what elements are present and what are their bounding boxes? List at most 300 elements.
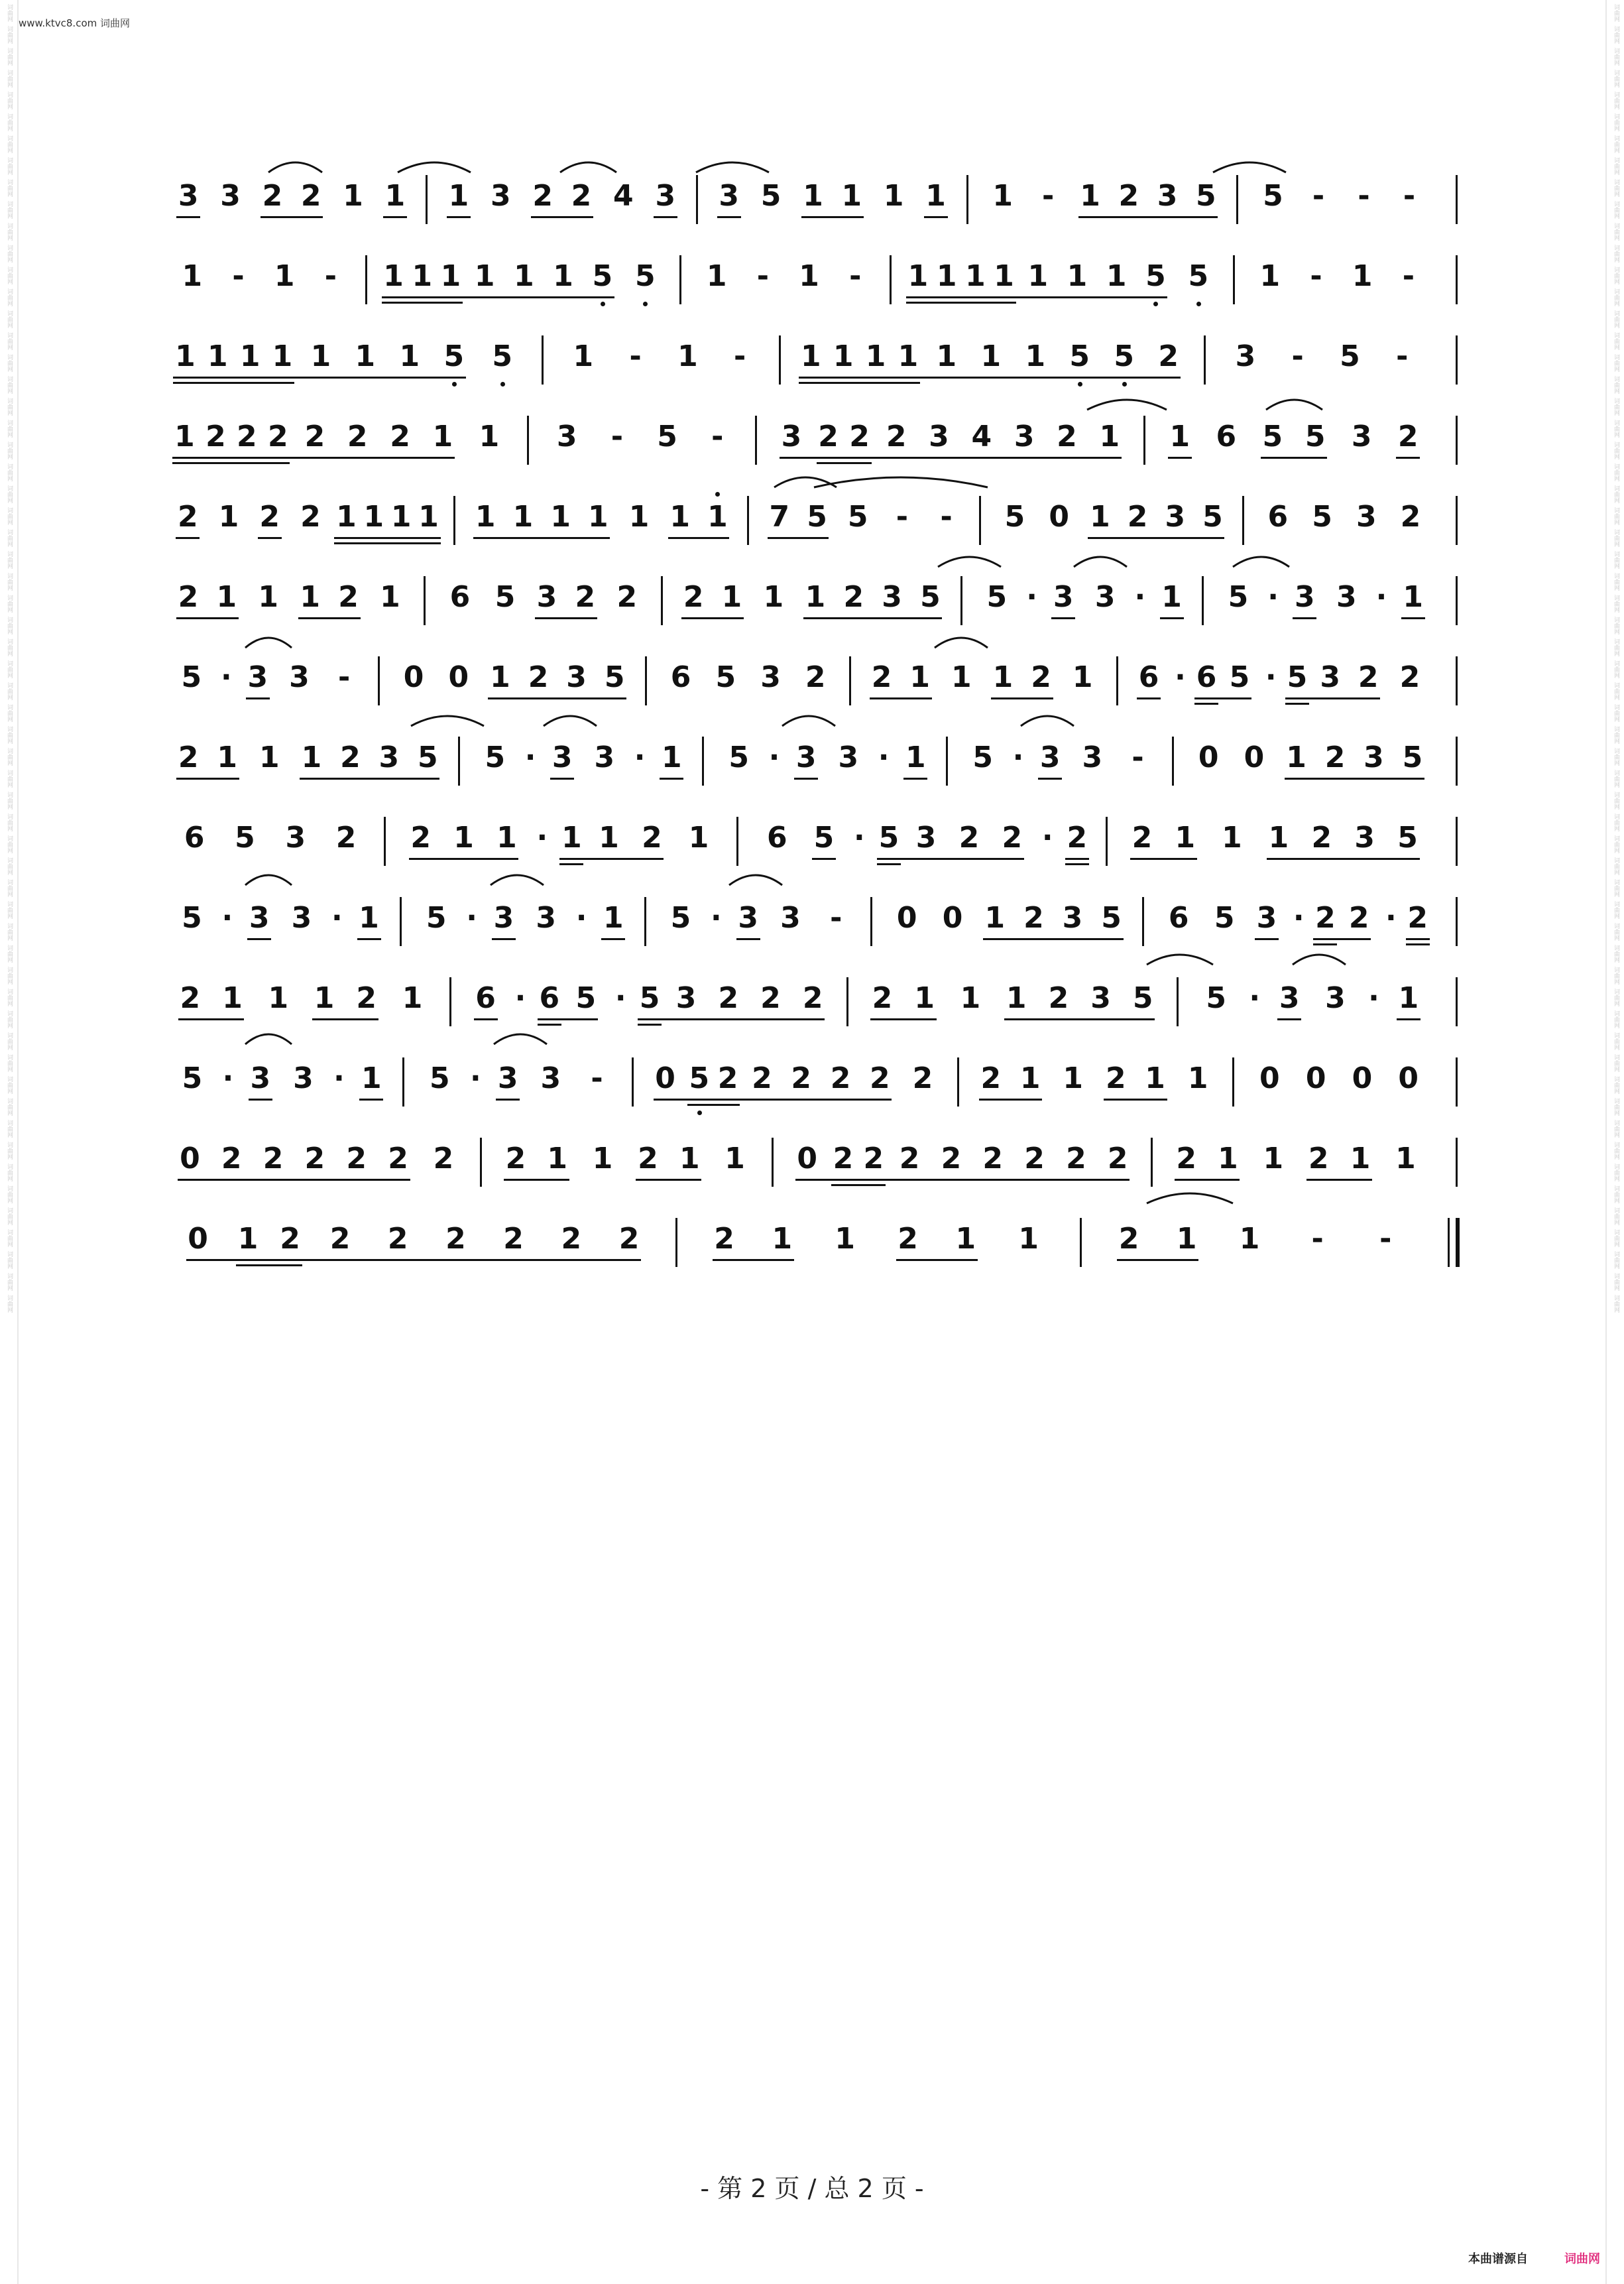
note-1: 1 bbox=[661, 741, 682, 774]
eighth-underline bbox=[1277, 1018, 1301, 1020]
barline bbox=[527, 416, 529, 465]
note-1: 1 bbox=[1019, 1061, 1041, 1095]
eighth-underline bbox=[903, 778, 927, 780]
edge-watermark-text: 词曲网 bbox=[6, 420, 13, 438]
eighth-underline bbox=[1401, 617, 1425, 619]
augmentation-dot: · bbox=[1249, 981, 1261, 1015]
augmentation-dot: · bbox=[222, 1061, 234, 1095]
barline bbox=[632, 1057, 634, 1107]
eighth-underline bbox=[768, 537, 829, 539]
eighth-underline bbox=[1168, 457, 1192, 459]
note-2: 2 bbox=[1131, 821, 1153, 855]
edge-watermark-text: 词曲网 bbox=[6, 201, 13, 219]
note-2: 2 bbox=[340, 741, 361, 774]
note-2: 2 bbox=[280, 1222, 300, 1256]
note-5: 5 bbox=[760, 179, 782, 213]
barline bbox=[453, 496, 455, 545]
edge-watermark-text: 词曲网 bbox=[1613, 1120, 1619, 1138]
note-1: 1 bbox=[706, 500, 728, 534]
barline bbox=[424, 576, 426, 625]
note-5: 5 bbox=[920, 580, 941, 614]
note-2: 2 bbox=[1105, 1061, 1126, 1095]
tie-arc bbox=[1233, 557, 1289, 567]
edge-watermark-text: 词曲网 bbox=[6, 1120, 13, 1138]
note-2: 2 bbox=[802, 981, 823, 1015]
note-2: 2 bbox=[1066, 1142, 1086, 1175]
note-0: 0 bbox=[1305, 1061, 1326, 1095]
eighth-underline bbox=[1004, 1018, 1155, 1020]
note-7: 7 bbox=[769, 500, 790, 534]
note-2: 2 bbox=[616, 580, 638, 614]
eighth-underline bbox=[638, 1018, 825, 1020]
edge-watermark-text: 词曲网 bbox=[1613, 682, 1619, 700]
note-2: 2 bbox=[221, 1142, 242, 1175]
dash-extension: - bbox=[1042, 179, 1055, 213]
eighth-underline bbox=[1261, 457, 1327, 459]
barline bbox=[1236, 175, 1238, 224]
augmentation-dot: · bbox=[536, 821, 548, 855]
note-1: 1 bbox=[1218, 1142, 1238, 1175]
note-3: 3 bbox=[1294, 580, 1315, 614]
edge-watermark-text: 词曲网 bbox=[1613, 857, 1619, 875]
note-1: 1 bbox=[1169, 420, 1190, 453]
note-3: 3 bbox=[655, 179, 676, 213]
edge-watermark-text: 词曲网 bbox=[1613, 835, 1619, 853]
note-1: 1 bbox=[182, 259, 203, 293]
barline bbox=[400, 897, 402, 946]
note-1: 1 bbox=[412, 259, 433, 293]
note-3: 3 bbox=[838, 741, 859, 774]
note-3: 3 bbox=[536, 901, 556, 935]
note-1: 1 bbox=[677, 339, 698, 373]
note-2: 2 bbox=[870, 1061, 890, 1095]
note-2: 2 bbox=[1400, 500, 1421, 534]
barline bbox=[458, 737, 460, 786]
eighth-underline bbox=[717, 216, 741, 218]
note-1: 1 bbox=[1063, 1061, 1084, 1095]
note-5: 5 bbox=[972, 741, 993, 774]
note-2: 2 bbox=[752, 1061, 772, 1095]
sixteenth-underline bbox=[1285, 703, 1309, 705]
note-3: 3 bbox=[795, 741, 817, 774]
edge-watermark-text: 词曲网 bbox=[6, 70, 13, 88]
note-1: 1 bbox=[314, 981, 335, 1015]
edge-watermark-text: 词曲网 bbox=[6, 310, 13, 328]
note-2: 2 bbox=[898, 1222, 918, 1256]
edge-watermark-text: 词曲网 bbox=[6, 1251, 13, 1269]
dash-extension: - bbox=[1291, 339, 1304, 373]
augmentation-dot: · bbox=[1134, 580, 1146, 614]
barline bbox=[1143, 416, 1145, 465]
dash-extension: - bbox=[756, 259, 770, 293]
edge-watermark-text: 词曲网 bbox=[6, 813, 13, 831]
barline bbox=[1172, 737, 1174, 786]
tie-arc bbox=[1293, 955, 1346, 965]
note-3: 3 bbox=[1165, 500, 1186, 534]
note-1: 1 bbox=[1222, 821, 1242, 855]
note-3: 3 bbox=[1363, 741, 1384, 774]
edge-watermark-text: 词曲网 bbox=[6, 332, 13, 350]
note-1: 1 bbox=[1027, 259, 1049, 293]
edge-watermark-text: 词曲网 bbox=[1613, 332, 1619, 350]
edge-watermark-text: 词曲网 bbox=[6, 682, 13, 700]
note-1: 1 bbox=[994, 259, 1014, 293]
note-5: 5 bbox=[485, 741, 506, 774]
note-2: 2 bbox=[1324, 741, 1346, 774]
note-3: 3 bbox=[719, 179, 740, 213]
note-5: 5 bbox=[182, 1061, 203, 1095]
high-octave-dot bbox=[715, 492, 720, 497]
note-3: 3 bbox=[536, 580, 557, 614]
note-1: 1 bbox=[772, 1222, 793, 1256]
note-2: 2 bbox=[618, 1222, 640, 1256]
edge-watermark-text: 词曲网 bbox=[1613, 4, 1619, 22]
note-2: 2 bbox=[205, 420, 226, 453]
edge-watermark-text: 词曲网 bbox=[6, 835, 13, 853]
eighth-underline bbox=[249, 1099, 272, 1101]
augmentation-dot: · bbox=[331, 901, 343, 935]
note-5: 5 bbox=[494, 580, 516, 614]
augmentation-dot: · bbox=[1375, 580, 1387, 614]
note-1: 1 bbox=[440, 259, 461, 293]
edge-watermark-text: 词曲网 bbox=[1613, 485, 1619, 503]
note-3: 3 bbox=[1356, 500, 1377, 534]
note-1: 1 bbox=[801, 339, 821, 373]
eighth-underline bbox=[359, 1099, 383, 1101]
note-3: 3 bbox=[1062, 901, 1083, 935]
eighth-underline bbox=[1130, 858, 1197, 860]
note-3: 3 bbox=[738, 901, 758, 935]
note-1: 1 bbox=[1350, 1142, 1371, 1175]
eighth-underline bbox=[1078, 216, 1218, 218]
edge-watermark-text: 词曲网 bbox=[1613, 704, 1619, 722]
note-5: 5 bbox=[1402, 741, 1423, 774]
edge-watermark-text: 词曲网 bbox=[1613, 1295, 1619, 1313]
barline bbox=[365, 255, 367, 304]
note-2: 2 bbox=[886, 420, 907, 453]
note-3: 3 bbox=[1090, 981, 1111, 1015]
note-2: 2 bbox=[304, 1142, 325, 1175]
note-1: 1 bbox=[980, 339, 1002, 373]
note-2: 2 bbox=[445, 1222, 466, 1256]
note-3: 3 bbox=[247, 660, 268, 694]
note-1: 1 bbox=[725, 1142, 745, 1175]
barline bbox=[1177, 977, 1179, 1026]
edge-watermark-text: 词曲网 bbox=[6, 989, 13, 1006]
augmentation-dot: · bbox=[614, 981, 626, 1015]
dash-extension: - bbox=[1396, 339, 1409, 373]
tie-arc bbox=[1087, 400, 1167, 410]
eighth-underline bbox=[1406, 938, 1430, 940]
tie-arc bbox=[1147, 955, 1213, 965]
note-1: 1 bbox=[835, 1222, 856, 1256]
note-5: 5 bbox=[443, 339, 465, 374]
edge-watermark-text: 词曲网 bbox=[6, 923, 13, 941]
note-1: 1 bbox=[380, 580, 400, 614]
note-5: 5 bbox=[986, 580, 1008, 614]
augmentation-dot: · bbox=[333, 1061, 345, 1095]
tie-arc bbox=[398, 162, 471, 172]
note-2: 2 bbox=[760, 981, 781, 1015]
note-2: 2 bbox=[982, 1142, 1004, 1175]
note-1: 1 bbox=[216, 580, 237, 614]
edge-watermark-text: 词曲网 bbox=[1613, 792, 1619, 810]
edge-watermark-text: 词曲网 bbox=[6, 901, 13, 919]
note-2: 2 bbox=[872, 981, 893, 1015]
barline bbox=[1456, 1057, 1458, 1107]
eighth-underline bbox=[979, 1099, 1042, 1101]
sixteenth-underline bbox=[559, 863, 583, 865]
edge-watermark-text: 词曲网 bbox=[1613, 573, 1619, 591]
sixteenth-underline bbox=[687, 1104, 740, 1106]
note-0: 0 bbox=[1198, 741, 1219, 774]
eighth-underline bbox=[924, 216, 948, 218]
note-3: 3 bbox=[178, 179, 199, 213]
note-5: 5 bbox=[491, 339, 514, 374]
edge-watermark-text: 词曲网 bbox=[6, 157, 13, 175]
low-octave-dot bbox=[643, 302, 648, 306]
note-3: 3 bbox=[1235, 339, 1256, 373]
edge-watermark-text: 词曲网 bbox=[6, 1032, 13, 1050]
edge-watermark-text: 词曲网 bbox=[6, 967, 13, 985]
note-3: 3 bbox=[551, 741, 573, 774]
note-5: 5 bbox=[426, 901, 447, 935]
note-1: 1 bbox=[925, 179, 946, 213]
edge-watermark-text: 词曲网 bbox=[1613, 879, 1619, 897]
barline bbox=[378, 656, 380, 705]
barline bbox=[1456, 255, 1458, 304]
eighth-underline bbox=[496, 1099, 520, 1101]
edge-watermark-text: 词曲网 bbox=[1613, 310, 1619, 328]
eighth-underline bbox=[258, 537, 282, 539]
eighth-underline bbox=[1038, 778, 1062, 780]
note-5: 5 bbox=[1262, 420, 1283, 453]
edge-watermark-text: 词曲网 bbox=[6, 1164, 13, 1181]
note-1: 1 bbox=[300, 580, 320, 614]
note-2: 2 bbox=[178, 741, 199, 774]
tie-arc bbox=[491, 875, 544, 885]
eighth-underline bbox=[681, 617, 744, 619]
sixteenth-underline bbox=[1065, 863, 1089, 865]
augmentation-dot: · bbox=[524, 741, 536, 774]
edge-watermark-text: 词曲网 bbox=[6, 26, 13, 44]
barline bbox=[1202, 576, 1204, 625]
note-2: 2 bbox=[1048, 981, 1069, 1015]
note-3: 3 bbox=[1053, 580, 1074, 614]
note-2: 2 bbox=[1023, 901, 1044, 935]
note-0: 0 bbox=[797, 1142, 817, 1175]
note-2: 2 bbox=[329, 1222, 351, 1256]
edge-watermark-text: 词曲网 bbox=[6, 442, 13, 459]
eighth-underline bbox=[1396, 457, 1420, 459]
augmentation-dot: · bbox=[1175, 660, 1186, 694]
edge-watermark-text: 词曲网 bbox=[6, 179, 13, 197]
note-2: 2 bbox=[958, 821, 980, 855]
note-1: 1 bbox=[217, 741, 237, 774]
note-1: 1 bbox=[763, 580, 784, 614]
eighth-underline bbox=[312, 1018, 378, 1020]
note-6: 6 bbox=[1196, 660, 1217, 694]
sixteenth-underline bbox=[382, 302, 463, 304]
note-2: 2 bbox=[912, 1061, 933, 1095]
note-2: 2 bbox=[262, 1142, 284, 1175]
note-2: 2 bbox=[356, 981, 377, 1015]
eighth-underline bbox=[636, 1179, 701, 1181]
note-6: 6 bbox=[1216, 420, 1237, 453]
note-5: 5 bbox=[688, 1061, 711, 1096]
tie-arc bbox=[729, 875, 782, 885]
note-2: 2 bbox=[180, 981, 201, 1015]
note-3: 3 bbox=[250, 1061, 271, 1095]
augmentation-dot: · bbox=[1293, 901, 1305, 935]
sixteenth-underline bbox=[172, 462, 290, 464]
note-3: 3 bbox=[497, 1061, 518, 1095]
note-3: 3 bbox=[493, 901, 514, 935]
note-2: 2 bbox=[1107, 1142, 1128, 1175]
note-2: 2 bbox=[259, 500, 280, 534]
note-1: 1 bbox=[479, 420, 500, 453]
note-5: 5 bbox=[1004, 500, 1025, 534]
note-1: 1 bbox=[1025, 339, 1046, 373]
barline bbox=[1106, 817, 1108, 866]
note-1: 1 bbox=[883, 179, 904, 213]
edge-watermark-text: 词曲网 bbox=[1613, 726, 1619, 744]
barline bbox=[1232, 1057, 1234, 1107]
barline bbox=[772, 1138, 774, 1187]
low-octave-dot bbox=[1078, 382, 1082, 387]
tie-arc bbox=[774, 477, 837, 487]
note-6: 6 bbox=[767, 821, 787, 855]
note-1: 1 bbox=[512, 500, 534, 534]
barline bbox=[1456, 897, 1458, 946]
note-3: 3 bbox=[915, 821, 937, 855]
note-1: 1 bbox=[475, 500, 496, 534]
eighth-underline bbox=[492, 938, 516, 940]
note-6: 6 bbox=[1168, 901, 1189, 935]
edge-watermark-text: 词曲网 bbox=[1613, 507, 1619, 525]
note-1: 1 bbox=[628, 500, 650, 534]
note-2: 2 bbox=[871, 660, 892, 694]
note-1: 1 bbox=[1286, 741, 1306, 774]
dash-extension: - bbox=[1311, 1222, 1324, 1256]
edge-watermark-text: 词曲网 bbox=[6, 485, 13, 503]
note-1: 1 bbox=[1259, 259, 1281, 293]
note-3: 3 bbox=[1094, 580, 1116, 614]
low-octave-dot bbox=[1122, 382, 1127, 387]
note-1: 1 bbox=[175, 339, 196, 373]
eighth-underline bbox=[1117, 1259, 1198, 1261]
note-3: 3 bbox=[1279, 981, 1300, 1015]
eighth-underline bbox=[870, 697, 932, 699]
eighth-underline bbox=[334, 537, 440, 539]
tie-arc bbox=[544, 716, 597, 726]
edge-watermark-text: 词曲网 bbox=[1613, 179, 1619, 197]
note-0: 0 bbox=[1259, 1061, 1280, 1095]
eighth-underline bbox=[176, 537, 200, 539]
note-2: 2 bbox=[346, 1142, 367, 1175]
barline bbox=[1142, 897, 1144, 946]
dash-extension: - bbox=[1358, 179, 1370, 213]
edge-watermark-text: 词曲网 bbox=[6, 1273, 13, 1291]
note-3: 3 bbox=[675, 981, 697, 1015]
note-2: 2 bbox=[833, 1142, 854, 1175]
note-5: 5 bbox=[1263, 179, 1283, 213]
eighth-underline bbox=[991, 697, 1053, 699]
note-3: 3 bbox=[491, 179, 511, 213]
edge-watermark-text: 词曲网 bbox=[6, 1076, 13, 1094]
note-3: 3 bbox=[291, 901, 312, 935]
tie-arc bbox=[268, 162, 322, 172]
barline bbox=[645, 656, 647, 705]
note-5: 5 bbox=[847, 500, 868, 534]
note-1: 1 bbox=[418, 500, 439, 534]
edge-watermark-text: 词曲网 bbox=[1613, 26, 1619, 44]
note-1: 1 bbox=[1090, 500, 1110, 534]
note-2: 2 bbox=[1118, 179, 1139, 213]
note-3: 3 bbox=[1256, 901, 1277, 935]
note-3: 3 bbox=[1325, 981, 1346, 1015]
edge-watermark-text: 词曲网 bbox=[1613, 288, 1619, 306]
edge-watermark-text: 词曲网 bbox=[6, 704, 13, 722]
note-1: 1 bbox=[390, 500, 412, 534]
tie-arc bbox=[1266, 400, 1322, 410]
eighth-underline bbox=[799, 377, 1180, 379]
augmentation-dot: · bbox=[634, 741, 646, 774]
note-5: 5 bbox=[878, 821, 899, 855]
edge-watermark-text: 词曲网 bbox=[1613, 157, 1619, 175]
barline bbox=[661, 576, 663, 625]
note-2: 2 bbox=[262, 179, 283, 213]
note-2: 2 bbox=[528, 660, 549, 694]
note-5: 5 bbox=[1113, 339, 1135, 374]
note-2: 2 bbox=[388, 1142, 408, 1175]
edge-watermark-text: 词曲网 bbox=[1613, 1273, 1619, 1291]
sixteenth-underline bbox=[334, 542, 440, 544]
barline bbox=[1204, 335, 1206, 385]
note-2: 2 bbox=[818, 420, 839, 453]
note-2: 2 bbox=[1158, 339, 1179, 373]
note-1: 1 bbox=[805, 580, 826, 614]
barline bbox=[747, 496, 749, 545]
eighth-underline bbox=[1194, 697, 1251, 699]
note-2: 2 bbox=[1057, 420, 1077, 453]
note-1: 1 bbox=[992, 660, 1014, 694]
note-1: 1 bbox=[363, 500, 384, 534]
note-1: 1 bbox=[588, 500, 609, 534]
eighth-underline bbox=[1285, 697, 1380, 699]
eighth-underline bbox=[1160, 617, 1184, 619]
note-3: 3 bbox=[1082, 741, 1103, 774]
dash-extension: - bbox=[324, 259, 337, 293]
note-1: 1 bbox=[258, 580, 279, 614]
note-1: 1 bbox=[361, 1061, 382, 1095]
eighth-underline bbox=[1313, 938, 1371, 940]
augmentation-dot: · bbox=[221, 901, 233, 935]
sixteenth-underline bbox=[173, 382, 294, 384]
edge-watermark-text: 词曲网 bbox=[1613, 245, 1619, 263]
note-2: 2 bbox=[267, 420, 288, 453]
edge-watermark-text: 词曲网 bbox=[6, 267, 13, 284]
eighth-underline bbox=[1104, 1099, 1167, 1101]
eighth-underline bbox=[601, 938, 625, 940]
note-0: 0 bbox=[942, 901, 963, 935]
eighth-underline bbox=[1397, 1018, 1421, 1020]
edge-watermark-text: 词曲网 bbox=[6, 463, 13, 481]
eighth-underline bbox=[983, 938, 1124, 940]
note-1: 1 bbox=[936, 339, 957, 373]
note-2: 2 bbox=[1399, 660, 1421, 694]
barline bbox=[846, 977, 848, 1026]
